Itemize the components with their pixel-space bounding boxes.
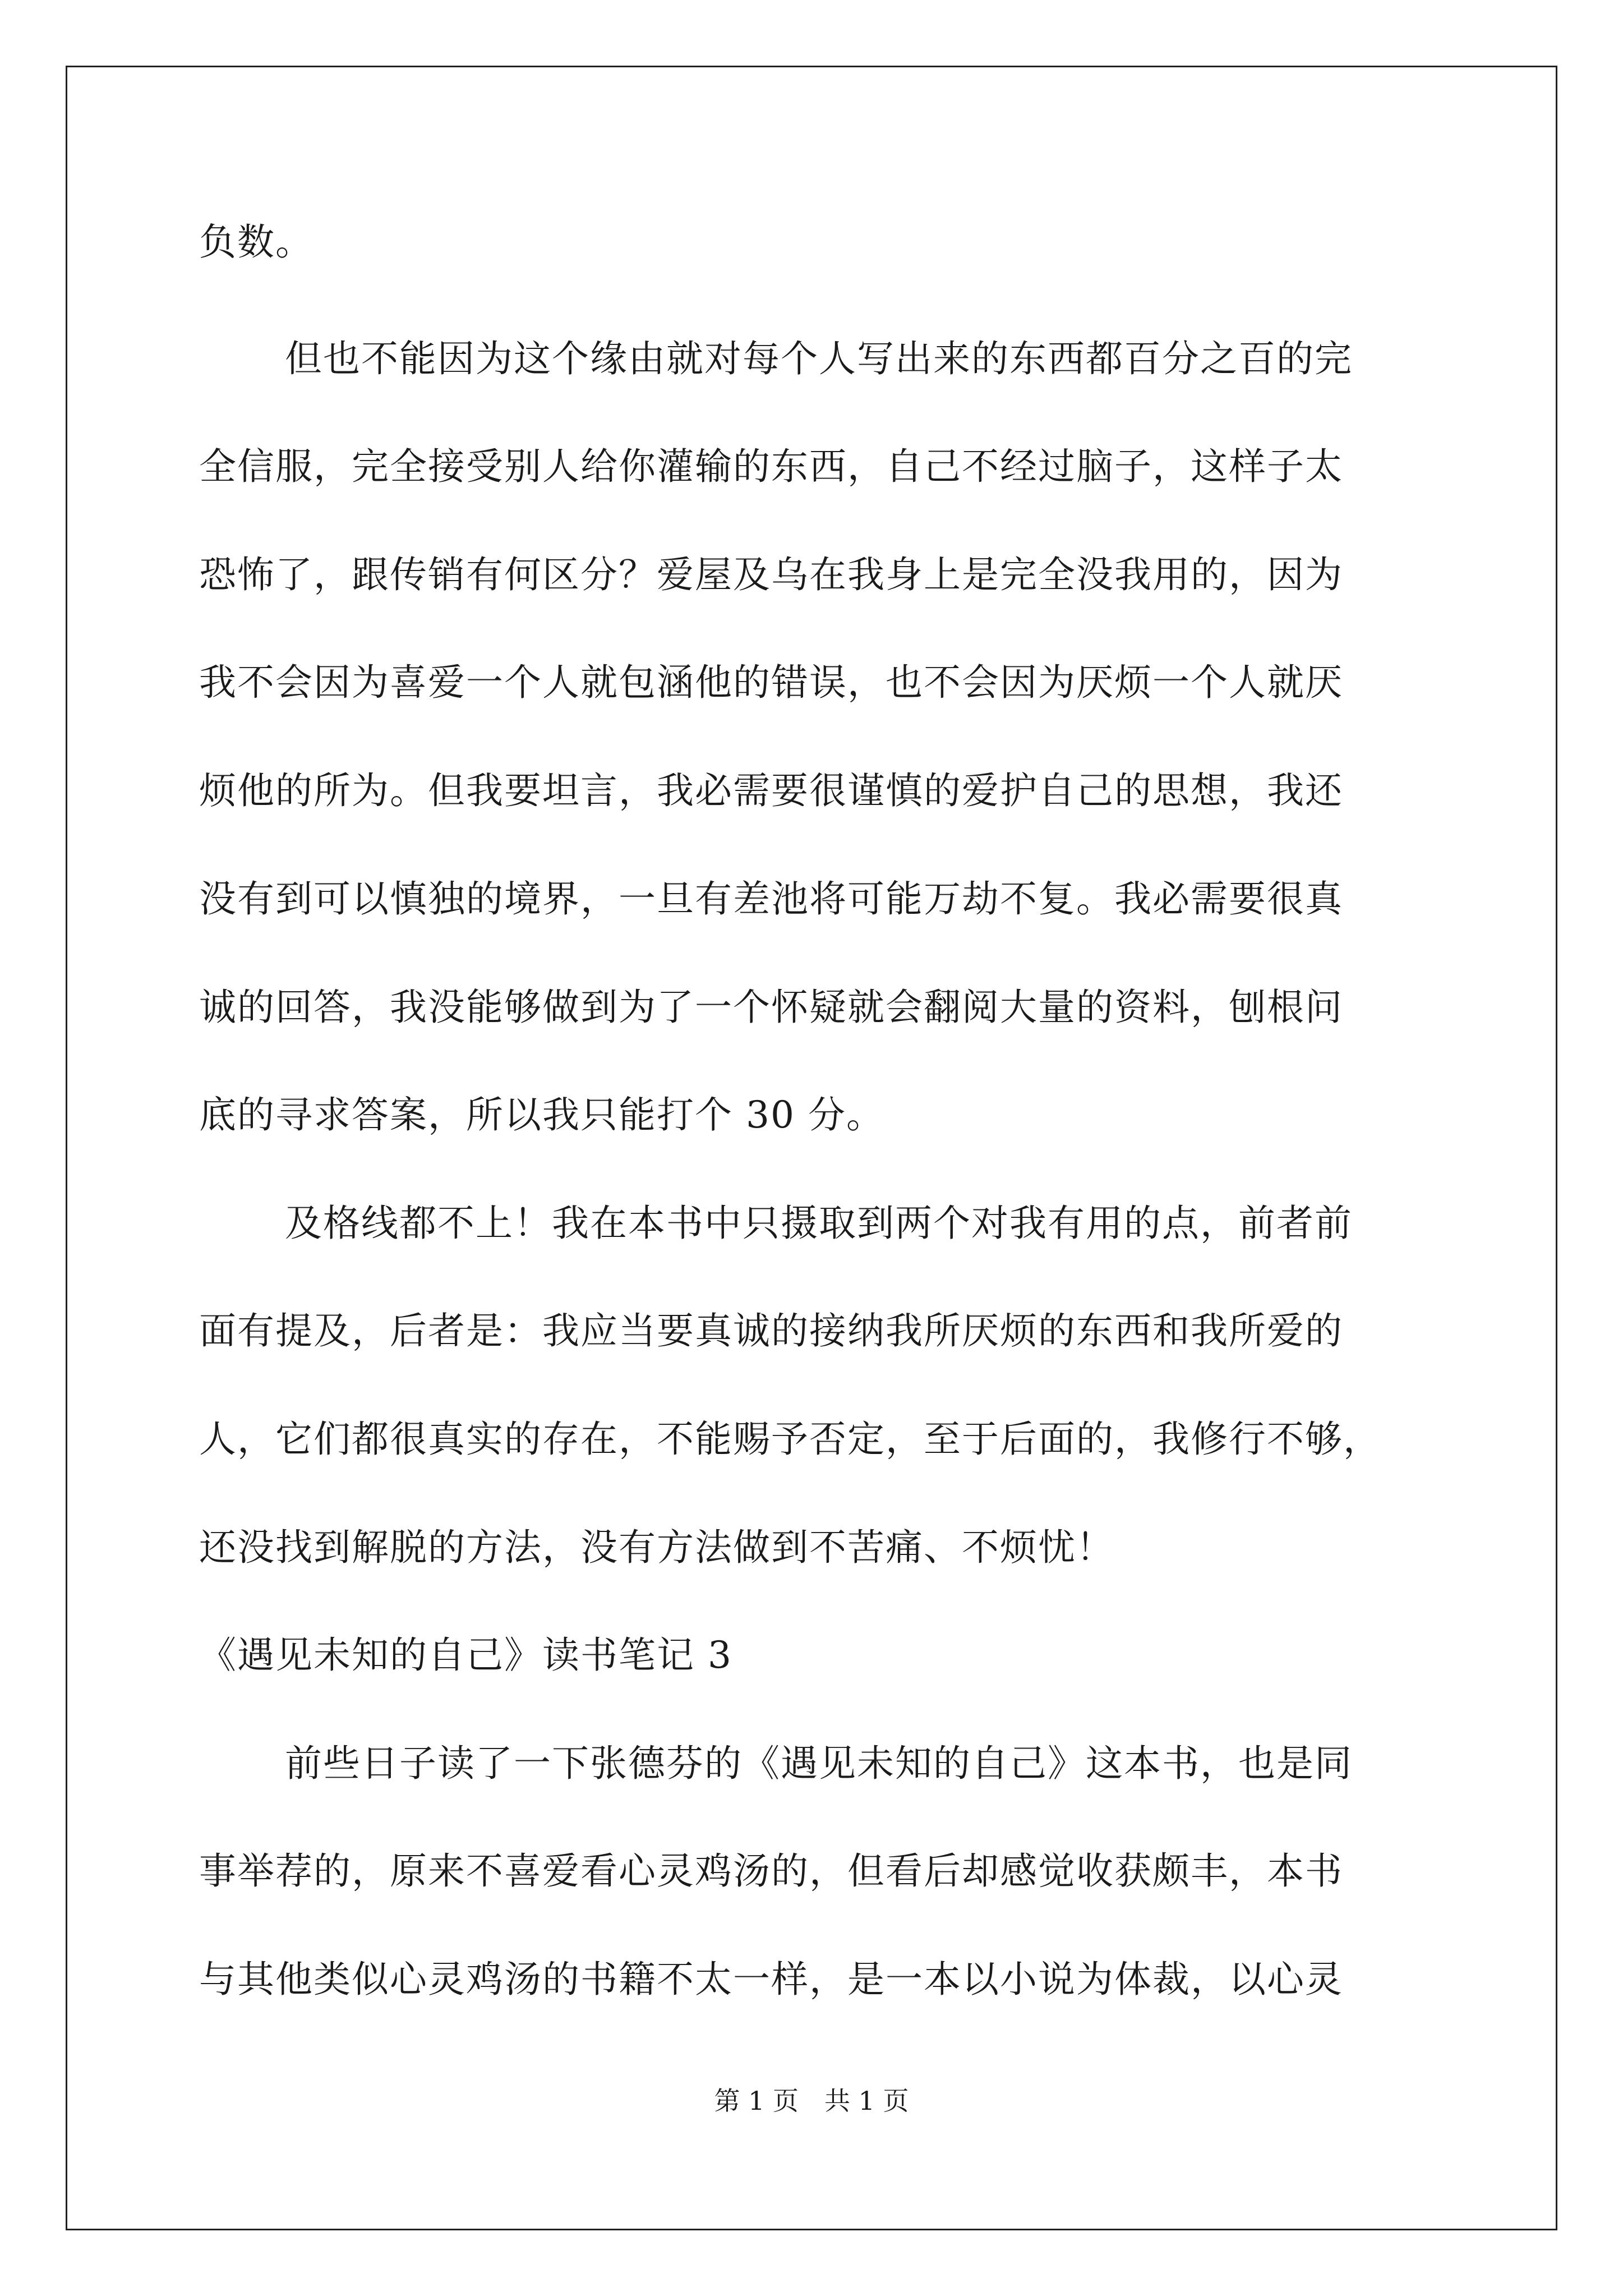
page-border <box>66 66 1557 2230</box>
text-line: 人，它们都很真实的存在，不能赐予否定，至于后面的，我修行不够， <box>199 1418 1381 1461</box>
paragraph-first-line: 前些日子读了一下张德芬的《遇见未知的自己》这本书，也是同 <box>285 1742 1353 1785</box>
text-line: 还没找到解脱的方法，没有方法做到不苦痛、不烦忧！ <box>199 1526 1114 1569</box>
page-footer: 第 1 页 共 1 页 <box>714 2086 909 2116</box>
text-line: 与其他类似心灵鸡汤的书籍不太一样，是一本以小说为体裁，以心灵 <box>199 1958 1343 2001</box>
text-line: 我不会因为喜爱一个人就包涵他的错误，也不会因为厌烦一个人就厌 <box>199 661 1343 704</box>
paragraph-first-line: 及格线都不上！我在本书中只摄取到两个对我有用的点，前者前 <box>285 1202 1353 1245</box>
text-line: 烦他的所为。但我要坦言，我必需要很谨慎的爱护自己的思想，我还 <box>199 769 1343 812</box>
text-line: 诚的回答，我没能够做到为了一个怀疑就会翻阅大量的资料，刨根问 <box>199 986 1343 1029</box>
text-line: 负数。 <box>199 220 313 264</box>
paragraph-first-line: 但也不能因为这个缘由就对每个人写出来的东西都百分之百的完 <box>285 337 1353 380</box>
text-line: 全信服，完全接受别人给你灌输的东西，自己不经过脑子，这样子太 <box>199 445 1343 488</box>
text-line: 没有到可以慎独的境界，一旦有差池将可能万劫不复。我必需要很真 <box>199 877 1343 921</box>
text-line: 面有提及，后者是：我应当要真诚的接纳我所厌烦的东西和我所爱的 <box>199 1309 1343 1352</box>
text-line: 底的寻求答案，所以我只能打个 30 分。 <box>199 1093 884 1137</box>
section-heading: 《遇见未知的自己》读书笔记 3 <box>199 1634 732 1677</box>
text-line: 事举荐的，原来不喜爱看心灵鸡汤的，但看后却感觉收获颇丰，本书 <box>199 1849 1343 1893</box>
text-line: 恐怖了，跟传销有何区分？爱屋及乌在我身上是完全没我用的，因为 <box>199 553 1343 596</box>
